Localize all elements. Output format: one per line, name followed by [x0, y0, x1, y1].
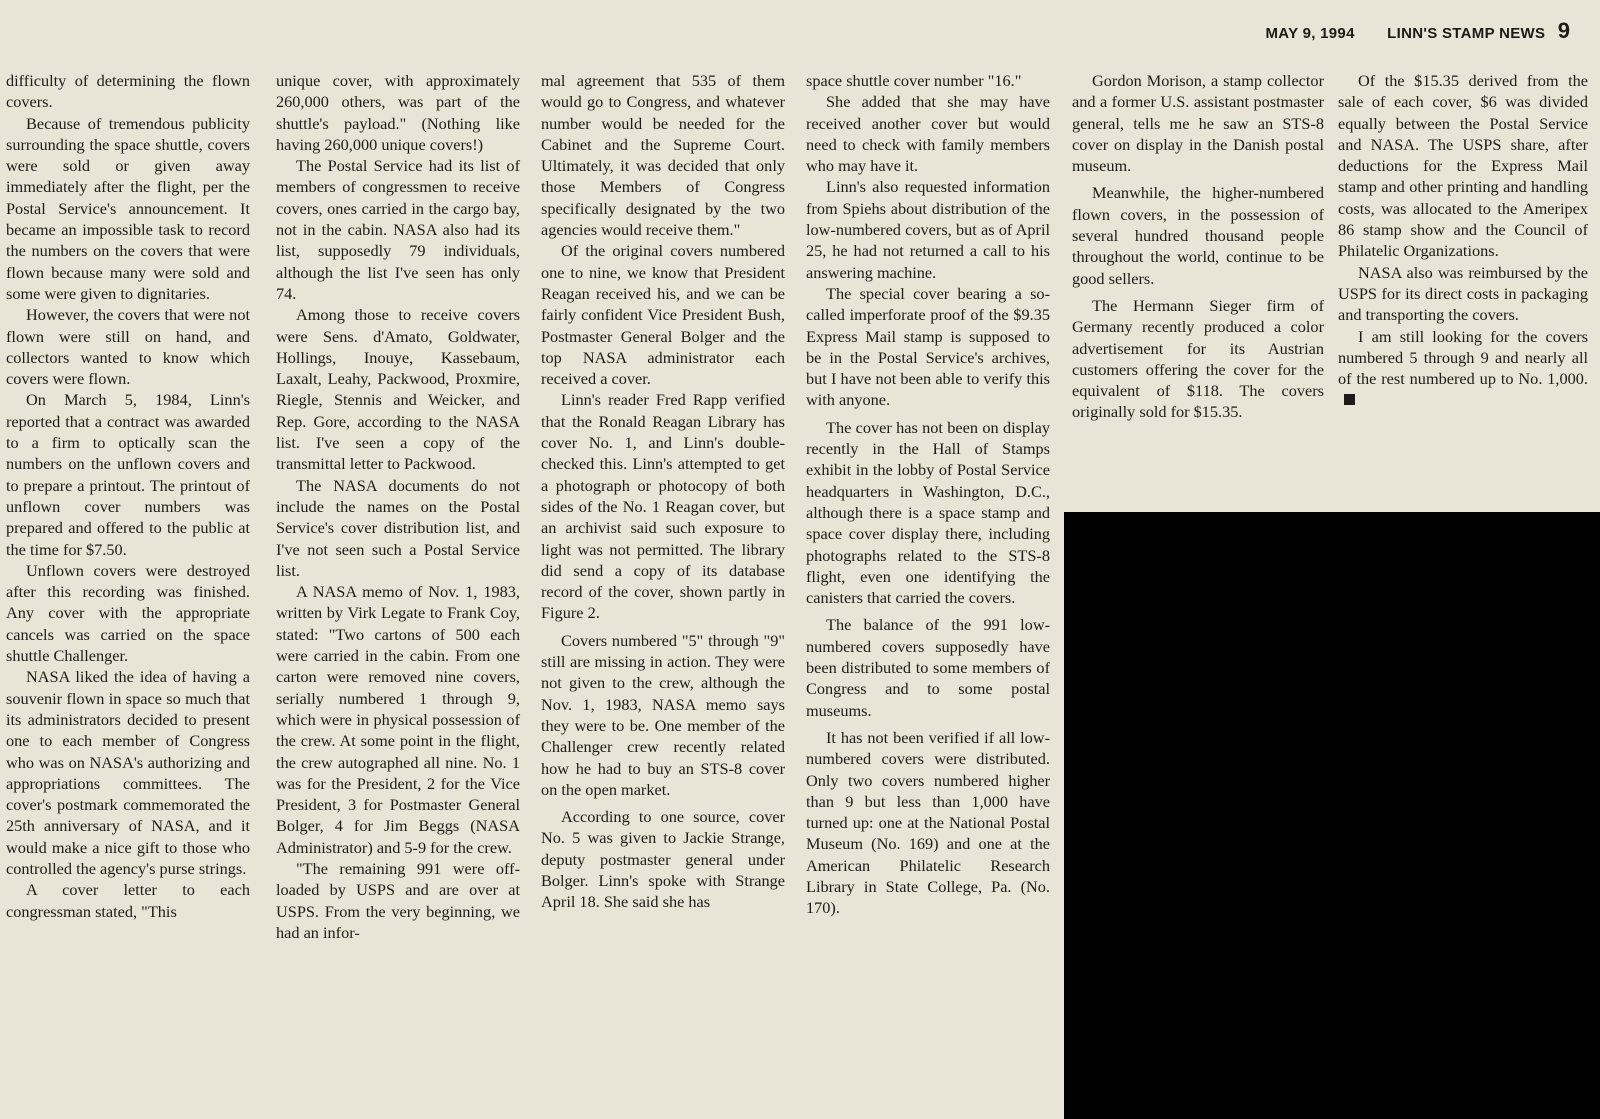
article-paragraph: Of the $15.35 derived from the sale of each cover, $6 was divided equally between the Postal Service and NASA. The USPS share, after deductions for the Express Mail stamp and other printing and handling costs, was allocated to the Ameripex 86 stamp show and the Council of Philatelic Organizations. [1338, 71, 1588, 261]
article-column-6 [1338, 70, 1588, 411]
article-paragraph: space shuttle cover number "16." [806, 71, 1022, 90]
article-paragraph: unique cover, with approximately 260,000 others, was part of the shuttle's payload." (Nothing like having 260,000 unique covers!) [276, 71, 520, 154]
page-number: 9 [1557, 18, 1570, 43]
article-paragraph: The cover has not been on display recently in the Hall of Stamps exhibit in the lobby of Postal Service headquarters in Washington, D.C., although there is a space stamp and space cover display there, including photographs related to the STS-8 flight, even one identifying the canisters that carried the covers. [806, 417, 1050, 608]
article-paragraph: difficulty of determining the flown covers. [6, 71, 250, 112]
article-paragraph: The special cover bearing a so-called imperforate proof of the $9.35 Express Mail stamp is supposed to be in the Postal Service's archives, but I have not been able to verify this with anyone. [806, 283, 1050, 410]
article-column-4 [806, 70, 1050, 919]
article-paragraph: Meanwhile, the higher-numbered flown covers, in the possession of several hundred thousand people throughout the world, continue to be good sellers. [1072, 183, 1324, 288]
redacted-black-area [1064, 512, 1600, 1119]
article-paragraph: According to one source, cover No. 5 was given to Jackie Strange, deputy postmaster general under Bolger. Linn's spoke with Strange April 18. She said she has [541, 807, 785, 912]
article-paragraph: mal agreement that 535 of them would go to Congress, and whatever number would be needed for the Cabinet and the Supreme Court. Ultimately, it was decided that only those Members of Congress specifically designated by the two agencies would receive them." [541, 71, 785, 240]
article-paragraph: A cover letter to each congressman stated, "This [6, 880, 250, 921]
page-header [1100, 18, 1570, 48]
article-column-1 [6, 70, 250, 922]
article-paragraph: The balance of the 991 low-numbered covers supposedly have been distributed to some members of Congress and to some postal museums. [806, 615, 1050, 720]
article-column-5 [1072, 70, 1324, 423]
article-paragraph: The Hermann Sieger firm of Germany recently produced a color advertisement for its Austrian customers offering the cover for the equivalent of $118. The covers originally sold for $15.35. [1072, 295, 1324, 422]
article-paragraph: Of the original covers numbered one to nine, we know that President Reagan received his, and we can be fairly confident Vice President Bush, Postmaster General Bolger and the top NASA administrator each received a cover. [541, 241, 785, 389]
article-paragraph: Linn's also requested information from Spiehs about distribution of the low-numbered covers, but as of April 25, he had not returned a call to his answering machine. [806, 177, 1050, 282]
article-paragraph: Covers numbered "5" through "9" still are missing in action. They were not given to the crew, although the Nov. 1, 1983, NASA memo says they were to be. One member of the Challenger crew recently related how he had to buy an STS-8 cover on the open market. [541, 630, 785, 799]
publication-name: LINN'S STAMP NEWS [1387, 25, 1546, 42]
article-paragraph: "The remaining 991 were off-loaded by USPS and are over at USPS. From the very beginning, we had an infor- [276, 858, 520, 942]
article-column-2 [276, 70, 520, 943]
article-paragraph: Among those to receive covers were Sens. d'Amato, Goldwater, Hollings, Inouye, Kassebaum, Laxalt, Leahy, Packwood, Proxmire, Riegle, Stennis and Weicker, and Rep. Gore, according to the NASA list. I've seen a copy of the transmittal letter to Packwood. [276, 305, 520, 474]
article-paragraph: Unflown covers were destroyed after this recording was finished. Any cover with the appropriate cancels was carried on the space shuttle Challenger. [6, 560, 250, 666]
article-paragraph: A NASA memo of Nov. 1, 1983, written by Virk Legate to Frank Coy, stated: "Two cartons of 500 each were carried in the cabin. From one carton were removed nine covers, serially numbered 1 through 9, which were in physical possession of the crew. At some point in the flight, the crew autographed all nine. No. 1 was for the President, 2 for the Vice President, 3 for Postmaster General Bolger, 4 for Jim Beggs (NASA Administrator) and 5-9 for the crew. [276, 582, 520, 857]
article-paragraph: However, the covers that were not flown were still on hand, and collectors wanted to know which covers were flown. [6, 305, 250, 389]
article-paragraph: NASA liked the idea of having a souvenir flown in space so much that its administrators decided to present one to each member of Congress who was on NASA's authorizing and appropriations committees. The cover's postmark commemorated the 25th anniversary of NASA, and it would make a nice gift to those who controlled the agency's purse strings. [6, 667, 250, 878]
article-paragraph: The Postal Service had its list of members of congressmen to receive covers, ones carried in the cargo bay, not in the cabin. NASA also had its list, supposedly 79 individuals, although the list I've seen has only 74. [276, 156, 520, 303]
article-paragraph: She added that she may have received another cover but would need to check with family members who may have it. [806, 92, 1050, 176]
article-paragraph: On March 5, 1984, Linn's reported that a contract was awarded to a firm to optically scan the numbers on the unflown covers and to prepare a printout. The printout of unflown cover numbers was prepared and offered to the public at the time for $7.50. [6, 390, 250, 559]
article-paragraph: Because of tremendous publicity surrounding the space shuttle, covers were sold or given away immediately after the flight, per the Postal Service's announcement. It became an impossible task to record the numbers on the covers that were flown because many were sold and some were given to dignitaries. [6, 113, 250, 303]
article-paragraph: It has not been verified if all low-numbered covers were distributed. Only two covers numbered higher than 9 but less than 1,000 have turned up: one at the National Postal Museum (No. 169) and one at the American Philatelic Research Library in State College, Pa. (No. 170). [806, 727, 1050, 918]
article-paragraph: NASA also was reimbursed by the USPS for its direct costs in packaging and transporting the covers. [1338, 262, 1588, 325]
article-paragraph: I am still looking for the covers numbered 5 through 9 and nearly all of the rest numbered up to No. 1,000. [1338, 326, 1588, 411]
end-of-article-mark [1344, 394, 1355, 405]
article-column-3 [541, 70, 785, 913]
article-paragraph: The NASA documents do not include the names on the Postal Service's cover distribution list, and I've not seen such a Postal Service list. [276, 475, 520, 580]
article-paragraph: Gordon Morison, a stamp collector and a former U.S. assistant postmaster general, tells me he saw an STS-8 cover on display in the Danish postal museum. [1072, 71, 1324, 176]
issue-date: MAY 9, 1994 [1265, 25, 1355, 42]
article-paragraph: Linn's reader Fred Rapp verified that the Ronald Reagan Library has cover No. 1, and Linn's double-checked this. Linn's attempted to get a photograph or photocopy of both sides of the No. 1 Reagan cover, but an archivist said such exposure to light was not permitted. The library did send a copy of its database record of the cover, shown partly in Figure 2. [541, 390, 785, 623]
